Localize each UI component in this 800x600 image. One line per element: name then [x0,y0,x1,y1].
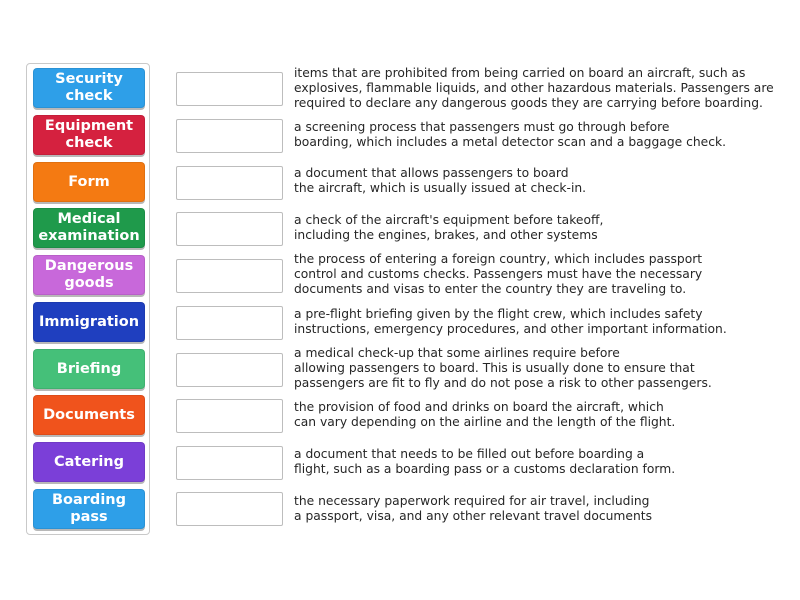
drop-slot-5[interactable] [176,259,283,293]
drop-slot-3[interactable] [176,166,283,200]
description-4: a check of the aircraft's equipment before takeoff, including the engines, brakes, and other systems [294,213,604,242]
tile-equipment-check[interactable]: Equipment check [33,115,145,155]
description-3: a document that allows passengers to board the aircraft, which is usually issued at check-in. [294,166,587,195]
description-7: a medical check-up that some airlines require before allowing passengers to board. This is usually done to ensure that passengers are fit to fly and do not pose a risk to other passengers. [294,346,712,390]
description-1: items that are prohibited from being carried on board an aircraft, such as explosives, flammable liquids, and other hazardous materials. Passengers are required to declare any dangerous goods they are carrying before boarding. [294,66,774,110]
tile-catering[interactable]: Catering [33,442,145,482]
drop-slot-1[interactable] [176,72,283,106]
description-2: a screening process that passengers must go through before boarding, which includes a metal detector scan and a baggage check. [294,120,727,149]
tile-immigration[interactable]: Immigration [33,302,145,342]
description-5: the process of entering a foreign country, which includes passport control and customs checks. Passengers must have the necessary documents and visas to enter the country they are traveling to. [294,252,703,296]
tile-dangerous-goods[interactable]: Dangerous goods [33,255,145,295]
tile-form[interactable]: Form [33,162,145,202]
drop-slot-8[interactable] [176,399,283,433]
drop-slot-2[interactable] [176,119,283,153]
tile-security-check[interactable]: Security check [33,68,145,108]
drop-slot-6[interactable] [176,306,283,340]
drop-slot-9[interactable] [176,446,283,480]
drop-slot-7[interactable] [176,353,283,387]
description-9: a document that needs to be filled out before boarding a flight, such as a boarding pass or a customs declaration form. [294,447,676,476]
description-10: the necessary paperwork required for air travel, including a passport, visa, and any other relevant travel documents [294,494,653,523]
description-8: the provision of food and drinks on board the aircraft, which can vary depending on the airline and the length of the flight. [294,400,676,429]
tile-boarding-pass[interactable]: Boarding pass [33,489,145,529]
tile-medical-examination[interactable]: Medical examination [33,208,145,248]
tile-documents[interactable]: Documents [33,395,145,435]
tile-briefing[interactable]: Briefing [33,349,145,389]
description-6: a pre-flight briefing given by the flight crew, which includes safety instructions, emergency procedures, and other important information. [294,307,727,336]
drop-slot-4[interactable] [176,212,283,246]
drop-slot-10[interactable] [176,492,283,526]
